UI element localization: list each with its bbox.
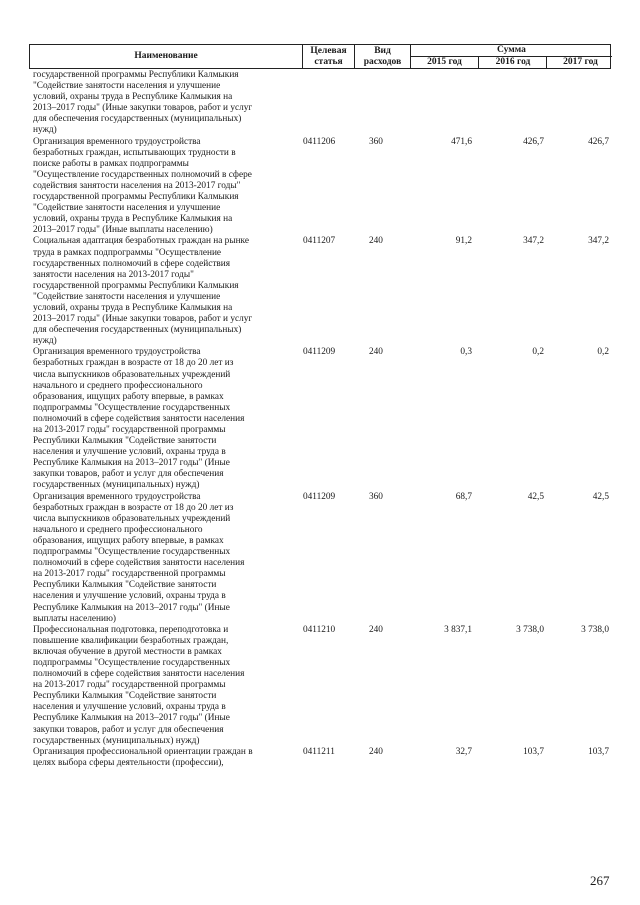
row-value-2016: 0,2	[532, 347, 544, 358]
row-value-2017: 347,2	[588, 236, 609, 247]
header-name: Наименование	[134, 51, 198, 61]
header-year-2016: 2016 год	[478, 57, 547, 69]
row-target-article: 0411211	[303, 746, 335, 757]
table-row	[33, 492, 611, 625]
row-name: Организация временного трудоустройства безработных граждан в возрасте от 18 до 20 лет из числа выпускников образовательных учреждений начального и среднего профессионального образования, ищущих работу впервые, в рамках подпрограммы "Осуществление государственных полномочий в сфере содействия занятости населения на 2013-2017 годы" государственной программы Республики Калмыкия "Содействие занятости населения и улучшение условий, охраны труда в Республике Калмыкия на 2013–2017 годы" (Иные выплаты населению)	[33, 491, 245, 624]
row-value-2015: 32,7	[455, 746, 472, 757]
row-name: Организация временного трудоустройства безработных граждан в возрасте от 18 до 20 лет из числа выпускников образовательных учреждений начального и среднего профессионального образования, ищущих работу впервые, в рамках подпрограммы "Осуществление государственных полномочий в сфере содействия занятости населения на 2013-2017 годы" государственной программы Республики Калмыкия "Содействие занятости населения и улучшение условий, охраны труда в Республике Калмыкия на 2013–2017 годы" (Иные закупки товаров, работ и услуг для обеспечения государственных (муниципальных) нужд)	[33, 347, 245, 491]
row-value-2015: 68,7	[455, 491, 472, 502]
header-year-2017: 2017 год	[546, 57, 614, 69]
row-name: Профессиональная подготовка, переподготовка и повышение квалификации безработных граждан, включая обучение в другой местности в рамках подпрограммы "Осуществление государственных полномочий в сфере содействия занятости населения на 2013-2017 годы" государственной программы Республики Калмыкия "Содействие занятости населения и улучшение условий, охраны труда в Республике Калмыкия на 2013–2017 годы" (Иные закупки товаров, работ и услуг для обеспечения государственных (муниципальных) нужд)	[33, 624, 245, 746]
row-value-2016: 347,2	[523, 236, 544, 247]
row-value-2016: 3 738,0	[516, 624, 544, 635]
row-value-2015: 3 837,1	[444, 624, 472, 635]
row-value-2016: 426,7	[523, 136, 544, 147]
row-value-2017: 0,2	[597, 347, 609, 358]
row-value-2015: 91,2	[455, 236, 472, 247]
header-target-article: Целевая статья	[302, 45, 354, 68]
table-row	[33, 625, 611, 747]
row-value-2016: 103,7	[523, 746, 544, 757]
table-row	[33, 347, 611, 491]
row-value-2017: 426,7	[588, 136, 609, 147]
row-expense-type: 240	[369, 624, 383, 635]
header-sum-label: Сумма	[411, 45, 612, 57]
row-expense-type: 360	[369, 136, 383, 147]
row-target-article: 0411206	[303, 136, 336, 147]
row-value-2017: 42,5	[592, 491, 609, 502]
row-value-2015: 471,6	[451, 136, 472, 147]
page-number: 267	[590, 873, 610, 888]
table-body	[33, 70, 611, 769]
row-target-article: 0411207	[303, 236, 336, 247]
header-year-2015: 2015 год	[427, 57, 462, 67]
table-row	[33, 747, 611, 769]
row-value-2016: 42,5	[527, 491, 544, 502]
row-target-article: 0411210	[303, 624, 336, 635]
row-name: Организация временного трудоустройства безработных граждан, испытывающих трудности в поиске работы в рамках подпрограммы "Осуществление государственных полномочий в сфере содействия занятости населения на 2013-2017 годы" государственной программы Республики Калмыкия "Содействие занятости населения и улучшение условий, охраны труда в Республике Калмыкия на 2013–2017 годы" (Иные выплаты населению)	[33, 136, 252, 236]
row-value-2015: 0,3	[460, 347, 472, 358]
row-target-article: 0411209	[303, 491, 336, 502]
table-row	[33, 236, 611, 347]
table-header	[29, 44, 611, 69]
table-row	[33, 70, 611, 137]
row-value-2017: 103,7	[588, 746, 609, 757]
row-expense-type: 360	[369, 491, 383, 502]
table-row	[33, 137, 611, 237]
row-name: государственной программы Республики Калмыкия "Содействие занятости населения и улучшение условий, охраны труда в Республике Калмыкия на 2013–2017 годы" (Иные закупки товаров, работ и услуг для обеспечения государственных (муниципальных) нужд)	[33, 70, 253, 136]
header-years	[411, 57, 612, 69]
row-name: Социальная адаптация безработных граждан на рынке труда в рамках подпрограммы "Осуществление государственных полномочий в сфере содействия занятости населения на 2013-2017 годы" государственной программы Республики Калмыкия "Содействие занятости населения и улучшение условий, охраны труда в Республике Калмыкия на 2013–2017 годы" (Иные закупки товаров, работ и услуг для обеспечения государственных (муниципальных) нужд)	[33, 236, 253, 347]
header-sum	[410, 45, 612, 68]
row-name: Организация профессиональной ориентации граждан в целях выбора сферы деятельности (профессии),	[33, 746, 253, 768]
header-expense-type: Вид расходов	[354, 45, 410, 68]
row-expense-type: 240	[369, 236, 383, 247]
row-expense-type: 240	[369, 746, 383, 757]
row-target-article: 0411209	[303, 347, 336, 358]
row-expense-type: 240	[369, 347, 383, 358]
row-value-2017: 3 738,0	[581, 624, 609, 635]
